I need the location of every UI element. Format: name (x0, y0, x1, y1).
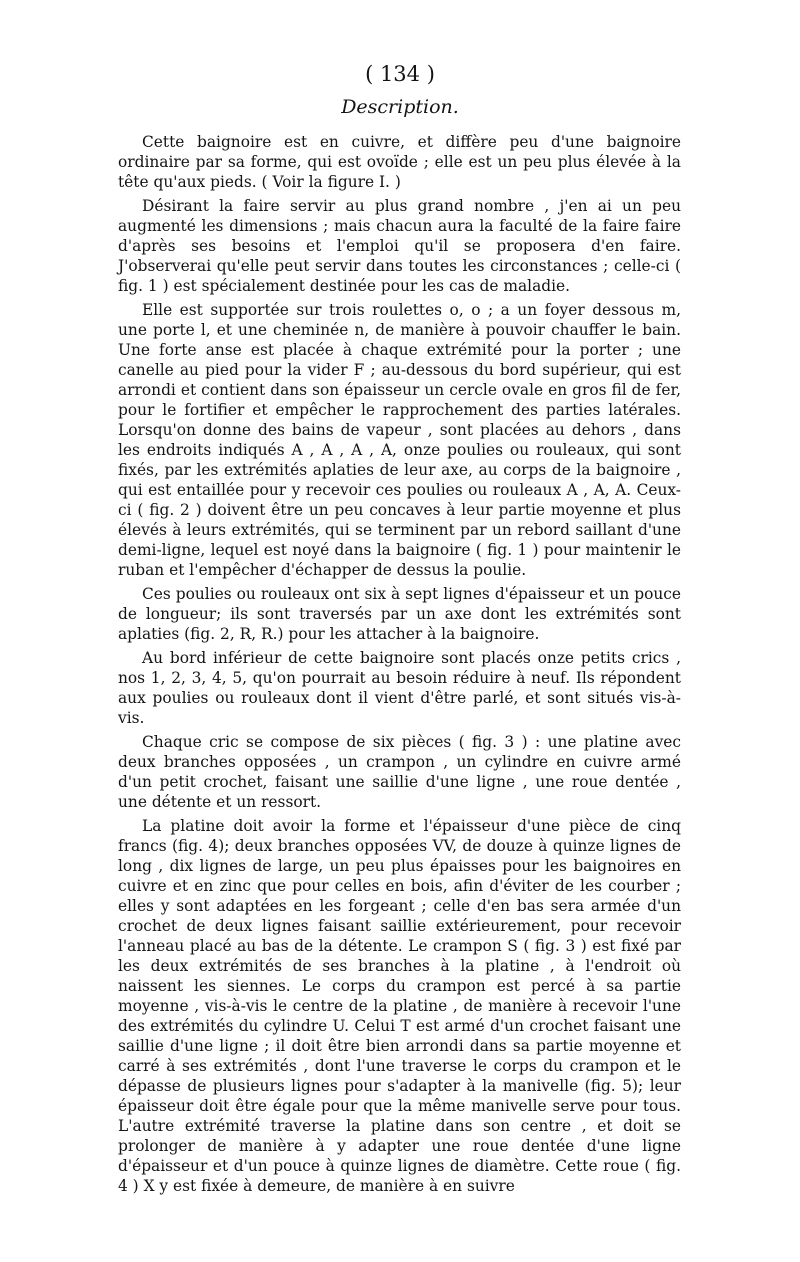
paragraph: Elle est supportée sur trois roulettes o, o ; a un foyer dessous m, une porte l, et une cheminée n, de manière à pouvoir chauffer le bain. Une forte anse est placée à chaque extrémité pour la porter ; une canelle au pied pour la vider F ; au-dessous du bord supérieur, qui est arrondi et contient dans son épaisseur un cercle ovale en gros fil de fer, pour le fortifier et empêcher le rapprochement des parties latérales. Lorsqu'on donne des bains de vapeur , sont placées au dehors , dans les endroits indiqués A , A , A , A, onze poulies ou rouleaux, qui sont fixés, par les extrémités aplaties de leur axe, au corps de la baignoire , qui est entaillée pour y recevoir ces poulies ou rouleaux A , A, A. Ceux-ci ( fig. 2 ) doivent être un peu concaves à leur partie moyenne et plus élevés à leurs extrémités, qui se terminent par un rebord saillant d'une demi-ligne, lequel est noyé dans la baignoire ( fig. 1 ) pour maintenir le ruban et l'empêcher d'échapper de dessus la poulie. (118, 301, 681, 579)
page-number: ( 134 ) (365, 62, 435, 86)
paragraph: Désirant la faire servir au plus grand nombre , j'en ai un peu augmenté les dimensions ; mais chacun aura la faculté de la faire faire d'après ses besoins et l'emploi qu'il se proposera d'en faire. J'observerai qu'elle peut servir dans toutes les circonstances ; celle-ci ( fig. 1 ) est spécialement destinée pour les cas de maladie. (118, 197, 681, 295)
paragraph: Ces poulies ou rouleaux ont six à sept lignes d'épaisseur et un pouce de longueur; ils sont traversés par un axe dont les extrémités sont aplaties (fig. 2, R, R.) pour les attacher à la baignoire. (118, 585, 681, 643)
paragraph: Cette baignoire est en cuivre, et diffère peu d'une baignoire ordinaire par sa forme, qui est ovoïde ; elle est un peu plus élevée à la tête qu'aux pieds. ( Voir la figure I. ) (118, 133, 681, 191)
running-title: Description. (341, 96, 459, 118)
paragraph: Chaque cric se compose de six pièces ( fig. 3 ) : une platine avec deux branches opposées , un crampon , un cylindre en cuivre armé d'un petit crochet, faisant une saillie d'une ligne , une roue dentée , une détente et un ressort. (118, 733, 681, 811)
paragraph: Au bord inférieur de cette baignoire sont placés onze petits crics , nos 1, 2, 3, 4, 5, qu'on pourrait au besoin réduire à neuf. Ils répondent aux poulies ou rouleaux dont il vient d'être parlé, et sont situés vis-à-vis. (118, 649, 681, 727)
body-text (118, 132, 681, 1200)
paragraph: La platine doit avoir la forme et l'épaisseur d'une pièce de cinq francs (fig. 4); deux branches opposées VV, de douze à quinze lignes de long , dix lignes de large, un peu plus épaisses pour les baignoires en cuivre et en zinc que pour celles en bois, afin d'éviter de les courber ; elles y sont adaptées en les forgeant ; celle d'en bas sera armée d'un crochet de deux lignes faisant saillie extérieurement, pour recevoir l'anneau placé au bas de la détente. Le crampon S ( fig. 3 ) est fixé par les deux extrémités de ses branches à la platine , à l'endroit où naissent les siennes. Le corps du crampon est percé à sa partie moyenne , vis-à-vis le centre de la platine , de manière à recevoir l'une des extrémités du cylindre U. Celui T est armé d'un crochet faisant une saillie d'une ligne ; il doit être bien arrondi dans sa partie moyenne et carré à ses extrémités , dont l'une traverse le corps du crampon et le dépasse de plusieurs lignes pour s'adapter à la manivelle (fig. 5); leur épaisseur doit être égale pour que la même manivelle serve pour tous. L'autre extrémité traverse la platine dans son centre , et doit se prolonger de manière à y adapter une roue dentée d'une ligne d'épaisseur et d'un pouce à quinze lignes de diamètre. Cette roue ( fig. 4 ) X y est fixée à demeure, de manière à en suivre (118, 817, 681, 1195)
